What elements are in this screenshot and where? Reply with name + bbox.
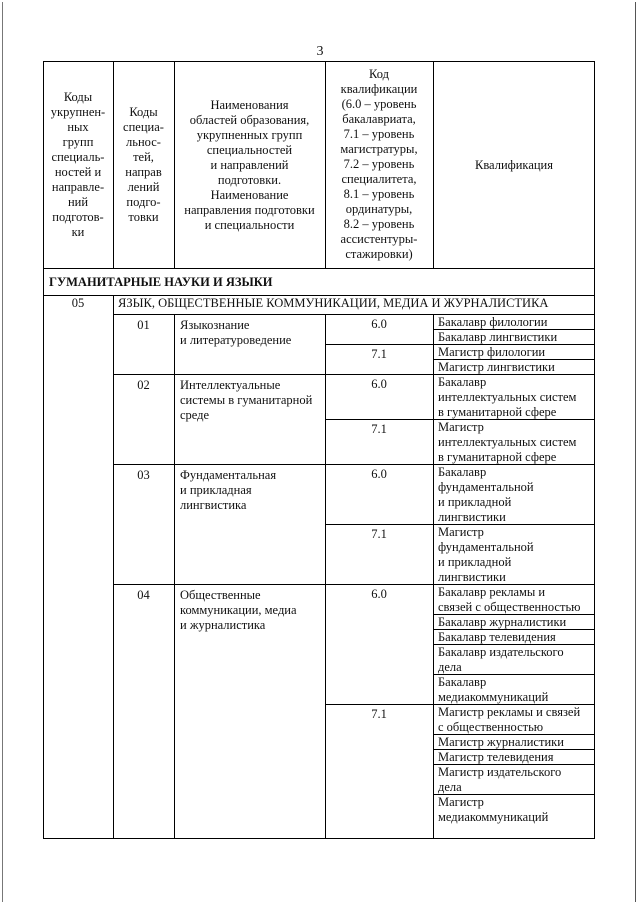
header-cell-group-codes: ных [67,120,89,134]
qualification-name: Магистр рекламы и связей [438,705,581,719]
qualification-level: 6.0 [371,467,387,481]
specialty-name: среде [180,408,210,422]
header-cell-names: направления подготовки [184,202,315,217]
qualification-level: 7.1 [371,707,387,721]
specialty-name: Интеллектуальные [180,378,281,392]
specialty-name: и прикладная [180,483,252,497]
qualification-level: 7.1 [371,422,387,436]
header-cell-qualification-code: магистратуры, [340,141,418,156]
header-cell-qualification-code: Код [369,66,389,81]
qualification-name: медиакоммуникаций [438,690,549,704]
qualification-name: Магистр издательского [438,765,562,779]
header-cell-names: Наименование [210,187,289,202]
qualification-name: Магистр лингвистики [438,360,555,374]
header-cell-qualification-code: 7.1 – уровень [343,126,415,141]
header-cell-names: областей образования, [189,112,310,127]
header-cell-qualification-code: 8.1 – уровень [343,186,415,201]
qualification-name: медиакоммуникаций [438,810,549,824]
qualification-name: фундаментальной [438,480,534,494]
header-cell-names: подготовки. [217,172,282,187]
group-code: 05 [71,296,85,310]
specialty-name: лингвистика [180,498,247,512]
specialty-code: 04 [137,588,150,602]
qualification-name: дела [438,780,462,794]
header-cell-names: и направлений [210,157,289,172]
header-cell-qualification-code: 8.2 – уровень [343,216,415,231]
header-cell-names: Наименования [210,97,289,112]
header-cell-group-codes: ний [67,195,89,209]
header-cell-specialty-codes: льнос- [126,135,161,149]
qualification-name: лингвистики [438,510,506,524]
header-cell-qualification-code: 7.2 – уровень [343,156,415,171]
header-cell-names: и специальности [204,217,295,232]
specialty-code: 02 [137,378,150,392]
qualification-name: Бакалавр [438,375,487,389]
header-cell-qualification-code: ординатуры, [345,201,413,216]
header-cell-specialty-codes: Коды [129,105,158,119]
header-cell-names: укрупненных групп [196,127,303,142]
qualification-name: Бакалавр издательского [438,645,564,659]
section-title: ГУМАНИТАРНЫЕ НАУКИ И ЯЗЫКИ [49,275,273,289]
header-cell-group-codes: направле- [51,180,105,194]
page-number: 3 [316,44,324,59]
qualification-name: Бакалавр [438,465,487,479]
qualification-name: с общественностью [438,720,544,734]
specialty-name: и журналистика [180,618,266,632]
header-cell-group-codes: Коды [63,90,93,104]
qualification-name: интеллектуальных систем [438,390,577,404]
header-cell-group-codes: подготов- [52,210,104,224]
header-cell-qualification-code: бакалавриата, [342,111,416,126]
qualification-name: в гуманитарной сфере [438,450,557,464]
qualification-name: Магистр [438,420,484,434]
specialty-name: и литературоведение [180,333,292,347]
qualification-name: интеллектуальных систем [438,435,577,449]
header-cell-specialty-codes: товки [128,210,159,224]
header-cell-qualification-code: квалификации [340,81,418,96]
specialty-name: Общественные [180,588,261,602]
qualification-name: и прикладной [438,555,512,569]
header-cell-group-codes: ки [71,225,85,239]
qualification-name: Бакалавр филологии [438,315,548,329]
qualification-name: Бакалавр [438,675,487,689]
header-cell-specialty-codes: подго- [126,195,161,209]
specialty-code: 01 [137,318,150,332]
header-cell-specialty-codes: лений [127,180,160,194]
qualification-name: в гуманитарной сфере [438,405,557,419]
qualification-name: Магистр журналистики [438,735,564,749]
header-cell-group-codes: ностей и [54,165,102,179]
specialty-name: коммуникации, медиа [180,603,297,617]
qualification-name: Бакалавр лингвистики [438,330,558,344]
qualification-name: связей с общественностью [438,600,581,614]
qualification-level: 6.0 [371,377,387,391]
qualification-name: Бакалавр рекламы и [438,585,546,599]
specialty-code: 03 [137,468,150,482]
header-cell-specialty-codes: направ [125,165,162,179]
qualification-level: 7.1 [371,527,387,541]
header-cell-qualification-code: (6.0 – уровень [341,96,417,111]
qualification-name: Магистр [438,525,484,539]
header-cell-qualification-code: ассистентуры- [340,231,418,246]
qualification-name: Магистр [438,795,484,809]
column-divider [325,314,326,839]
qualification-name: и прикладной [438,495,512,509]
header-cell-group-codes: специаль- [51,150,105,164]
specialty-name: системы в гуманитарной [180,393,313,407]
header-cell-names: специальностей [206,142,293,157]
header-cell-specialty-codes: специа- [123,120,164,134]
qualification-name: Магистр телевидения [438,750,554,764]
entry-divider [113,464,595,465]
group-name: ЯЗЫК, ОБЩЕСТВЕННЫЕ КОММУНИКАЦИИ, МЕДИА И ЖУРНАЛИСТИКА [118,296,549,310]
specialty-name: Фундаментальная [180,468,277,482]
header-cell-group-codes: укрупнен- [50,105,106,119]
qualification-name: Бакалавр телевидения [438,630,556,644]
column-divider [113,295,114,839]
qualification-level: 7.1 [371,347,387,361]
header-cell-qualification-code: стажировки) [345,246,413,261]
specialty-name: Языкознание [180,318,250,332]
header-cell-specialty-codes: тей, [133,150,154,164]
header-cell-qualification: Квалификация [474,157,553,172]
header-cell-qualification-code: специалитета, [341,171,417,186]
qualification-name: лингвистики [438,570,506,584]
qualification-level: 6.0 [371,587,387,601]
column-divider [433,314,434,839]
qualification-name: фундаментальной [438,540,534,554]
column-divider [174,314,175,839]
qualification-name: Бакалавр журналистики [438,615,567,629]
qualification-name: дела [438,660,462,674]
qualification-level: 6.0 [371,317,387,331]
header-cell-group-codes: групп [62,135,94,149]
entry-divider [113,374,595,375]
row-divider [43,268,595,269]
qualification-name: Магистр филологии [438,345,546,359]
